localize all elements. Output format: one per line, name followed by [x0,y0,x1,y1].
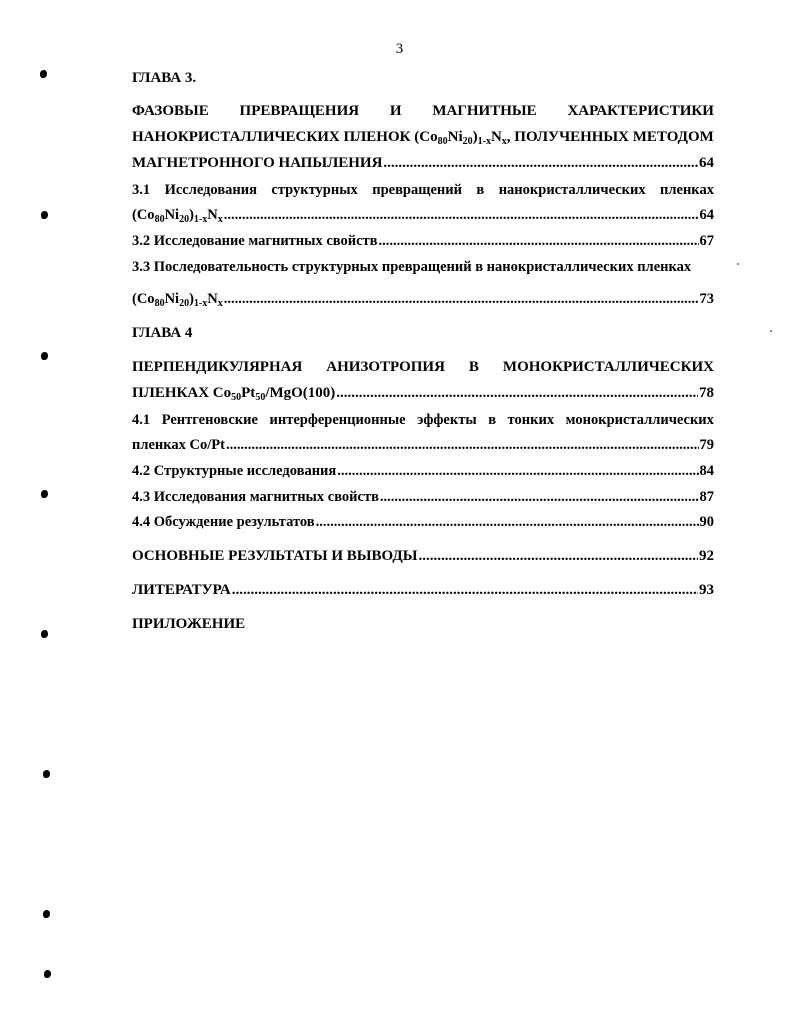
toc-word: в [488,412,497,428]
formula [132,289,223,309]
subscript: 20 [179,214,190,225]
leader-dots [232,580,698,600]
toc-word: Рентгеновские [161,412,258,428]
title-text: ПЛЕНКАХ Co [132,385,232,401]
chapter-3-title-line-2 [132,127,714,147]
formula-text: Ni [164,291,180,307]
toc-word: ХАРАКТЕРИСТИКИ [567,103,714,119]
section-4-2 [132,461,714,481]
toc-page-number: 79 [699,437,714,453]
results-entry [132,546,714,566]
scan-mark [41,630,48,638]
page-number: 3 [395,41,404,57]
subscript: x [501,136,507,147]
section-4-4 [132,512,714,532]
formula-text: (Co [132,291,155,307]
toc-page-number: 64 [699,155,714,171]
leader-dots [316,512,699,532]
toc-page-number: 78 [699,385,714,401]
section-4-1-line-1 [132,410,714,430]
formula-text: N [207,207,218,223]
toc-page-number: 93 [699,582,714,598]
toc-word: монокристаллических [565,412,714,428]
leader-dots [224,205,699,225]
toc-entry-text: ЛИТЕРАТУРА [132,582,231,598]
toc-page-number: 92 [699,548,714,564]
scan-mark [41,490,48,498]
formula-text: ) [189,291,194,307]
toc-word: интерференционные [269,412,406,428]
toc-word: в [476,182,485,198]
chapter-3-title-line-3 [132,153,714,173]
title-text: ) [472,129,478,145]
subscript: 80 [437,136,448,147]
scan-mark [40,70,47,78]
section-3-1-line-2 [132,205,714,225]
toc-word: структурных [271,182,358,198]
formula [132,205,223,225]
section-3-2 [132,231,714,251]
section-4-3 [132,487,714,507]
leader-dots [224,289,699,309]
chapter-3-label: ГЛАВА 3. [132,70,197,86]
toc-page-number: 84 [699,463,714,479]
chapter-4-title-line-1 [132,357,714,377]
subscript: 20 [179,298,190,309]
chapter-4-title-line-2 [132,383,714,403]
scan-mark [43,910,50,918]
literature-entry [132,580,714,600]
toc-page-number: 67 [699,233,714,249]
toc-word: ПРЕВРАЩЕНИЯ [239,103,360,119]
scan-mark [44,970,51,978]
leader-dots [380,487,699,507]
toc-word: Исследования [164,182,257,198]
toc-word: МАГНИТНЫЕ [432,103,537,119]
toc-entry-text: 4.3 Исследования магнитных свойств [132,489,379,505]
title-text: , ПОЛУЧЕННЫХ МЕТОДОМ [506,129,714,145]
toc-page-number: 90 [699,514,714,530]
toc-entry-text: 4.4 Обсуждение результатов [132,514,315,530]
leader-dots [383,153,698,173]
formula-text: (Co [132,207,155,223]
title-text: /MgO(100) [265,385,336,401]
toc-word: пленках [660,182,714,198]
toc-word: 3.1 [132,182,151,198]
leader-dots [336,383,698,403]
toc-entry-text: 4.2 Структурные исследования [132,463,337,479]
scan-mark [43,770,50,778]
leader-dots [226,435,699,455]
subscript: 80 [154,214,165,225]
toc-word: нанокристаллических [498,182,646,198]
toc-word: ПЕРПЕНДИКУЛЯРНАЯ [132,359,303,375]
toc-word: тонких [507,412,555,428]
section-4-1-line-2 [132,435,714,455]
subscript: 50 [255,392,266,403]
scan-speck [770,330,772,332]
toc-entry-text: ОСНОВНЫЕ РЕЗУЛЬТАТЫ И ВЫВОДЫ [132,548,418,564]
title-text: N [490,129,502,145]
toc-word: АНИЗОТРОПИЯ [326,359,445,375]
toc-word: И [389,103,402,119]
toc-word: 4.1 [132,412,151,428]
toc-page-number: 73 [699,291,714,307]
toc-page-number: 64 [699,207,714,223]
subscript: 1-x [193,214,208,225]
section-3-3-line-2 [132,289,714,309]
leader-dots [418,546,698,566]
formula-text: ) [189,207,194,223]
toc-entry-text: пленках Co/Pt [132,437,225,453]
subscript: 20 [462,136,473,147]
subscript: x [217,214,223,225]
toc-word: В [468,359,479,375]
toc-word: превращений [372,182,462,198]
scan-mark [41,352,48,360]
chapter-3-title-line-1 [132,101,714,121]
formula [132,383,335,403]
toc-word: эффекты [417,412,477,428]
scan-mark [41,211,48,219]
section-3-1-line-1 [132,180,714,200]
leader-dots [379,231,699,251]
toc-page-number: 87 [699,489,714,505]
subscript: x [217,298,223,309]
formula-text: N [207,291,218,307]
appendix-entry: ПРИЛОЖЕНИЕ [132,616,246,632]
subscript: 50 [231,392,242,403]
title-text: МАГНЕТРОННОГО НАПЫЛЕНИЯ [132,155,383,171]
toc-entry-text: 3.2 Исследование магнитных свойств [132,233,378,249]
subscript: 1-x [477,136,491,147]
title-text: Ni [447,129,463,145]
toc-word: МОНОКРИСТАЛЛИЧЕСКИХ [502,359,714,375]
formula-text: Ni [164,207,180,223]
chapter-4-label: ГЛАВА 4 [132,325,193,341]
title-text: Pt [241,385,256,401]
title-text: НАНОКРИСТАЛЛИЧЕСКИХ ПЛЕНОК (Co [132,129,438,145]
subscript: 1-x [193,298,208,309]
leader-dots [337,461,698,481]
subscript: 80 [154,298,165,309]
scan-speck [737,263,739,265]
toc-word: ФАЗОВЫЕ [132,103,209,119]
section-3-3-line-1: 3.3 Последовательность структурных превращений в нанокристаллических пленках [132,259,692,275]
